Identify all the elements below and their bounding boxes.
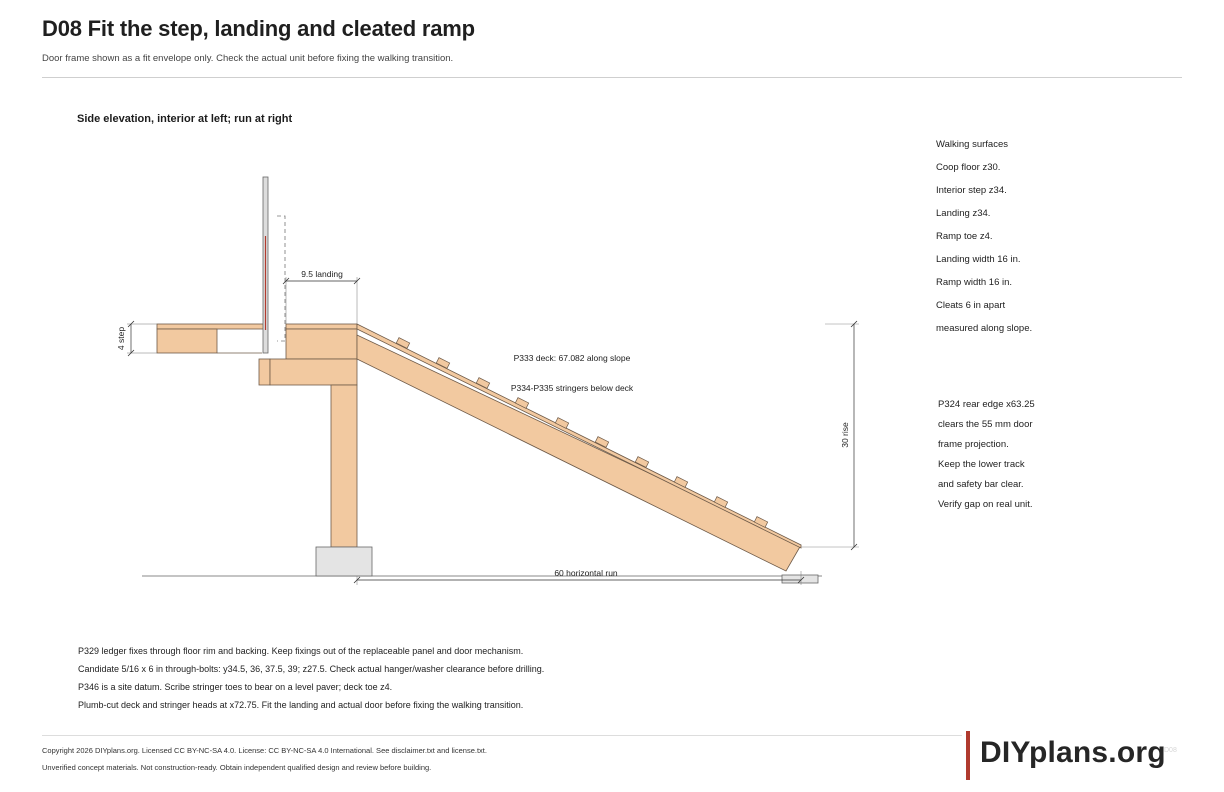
construction-note: Candidate 5/16 x 6 in through-bolts: y34.5, 36, 37.5, 39; z27.5. Check actual hanger/washer clearance before drilling. (78, 664, 545, 674)
construction-note: P346 is a site datum. Scribe stringer toes to bear on a level paver; deck toe z4. (78, 682, 393, 692)
rise-dim-label: 30 rise (840, 422, 850, 448)
note-line: Ramp toe z4. (936, 231, 993, 242)
landing-joist (270, 359, 357, 385)
landing-post (331, 385, 357, 547)
footer (42, 745, 487, 779)
toe-paver (782, 575, 818, 583)
note-line: Walking surfaces (936, 139, 1008, 150)
page-subtitle: Door frame shown as a fit envelope only. Check the actual unit before fixing the walking transition. (42, 53, 454, 64)
ramp-stringer (357, 335, 801, 571)
note-line: Interior step z34. (936, 185, 1007, 196)
landing-deck (286, 324, 357, 329)
step-dim-label: 4 step (116, 326, 126, 351)
callout-line: P324 rear edge x63.25 (938, 399, 1035, 410)
rear-edge-callout (938, 398, 1035, 518)
ledger-end (259, 359, 270, 385)
deck-label: P333 deck: 67.082 along slope (513, 353, 631, 363)
post-paver (316, 547, 372, 576)
callout-line: Keep the lower track (938, 459, 1025, 470)
note-line: Cleats 6 in apart (936, 300, 1006, 311)
construction-notes (78, 645, 544, 717)
note-line: Coop floor z30. (936, 162, 1001, 173)
interior-step-block (157, 329, 217, 353)
note-line: measured along slope. (936, 323, 1033, 334)
copyright-text: Copyright 2026 DIYplans.org. Licensed CC BY-NC-SA 4.0. License: CC BY-NC-SA 4.0 International. See disclaimer.txt and license.txt. (42, 746, 487, 755)
sheet-id: D08 (1164, 747, 1177, 754)
note-line: Landing width 16 in. (936, 254, 1021, 265)
ramp-cleats (396, 338, 767, 528)
brand-logo: DIYplans.org (980, 736, 1166, 769)
walking-surfaces-notes (936, 138, 1032, 345)
callout-line: frame projection. (938, 439, 1009, 450)
door-envelope-outline (277, 216, 285, 341)
run-dim-label: 60 horizontal run (554, 568, 618, 578)
page-title: D08 Fit the step, landing and cleated ramp (42, 16, 475, 41)
landing-dim-label: 9.5 landing (301, 269, 343, 279)
interior-step-tread (157, 324, 264, 329)
footer-divider (42, 735, 962, 736)
stringer-label: P334-P335 stringers below deck (510, 383, 634, 393)
disclaimer-text: Unverified concept materials. Not construction-ready. Obtain independent qualified design and review before building. (42, 763, 432, 772)
construction-note: Plumb-cut deck and stringer heads at x72.75. Fit the landing and actual door before fixing the walking transition. (78, 700, 524, 710)
view-title: Side elevation, interior at left; run at right (77, 113, 293, 125)
brand-accent-bar (966, 731, 970, 780)
note-line: Landing z34. (936, 208, 991, 219)
callout-line: and safety bar clear. (938, 479, 1024, 490)
callout-line: clears the 55 mm door (938, 419, 1033, 430)
callout-line: Verify gap on real unit. (938, 499, 1033, 510)
construction-note: P329 ledger fixes through floor rim and backing. Keep fixings out of the replaceable panel and door mechanism. (78, 646, 524, 656)
landing-block (286, 329, 357, 359)
note-line: Ramp width 16 in. (936, 277, 1013, 288)
